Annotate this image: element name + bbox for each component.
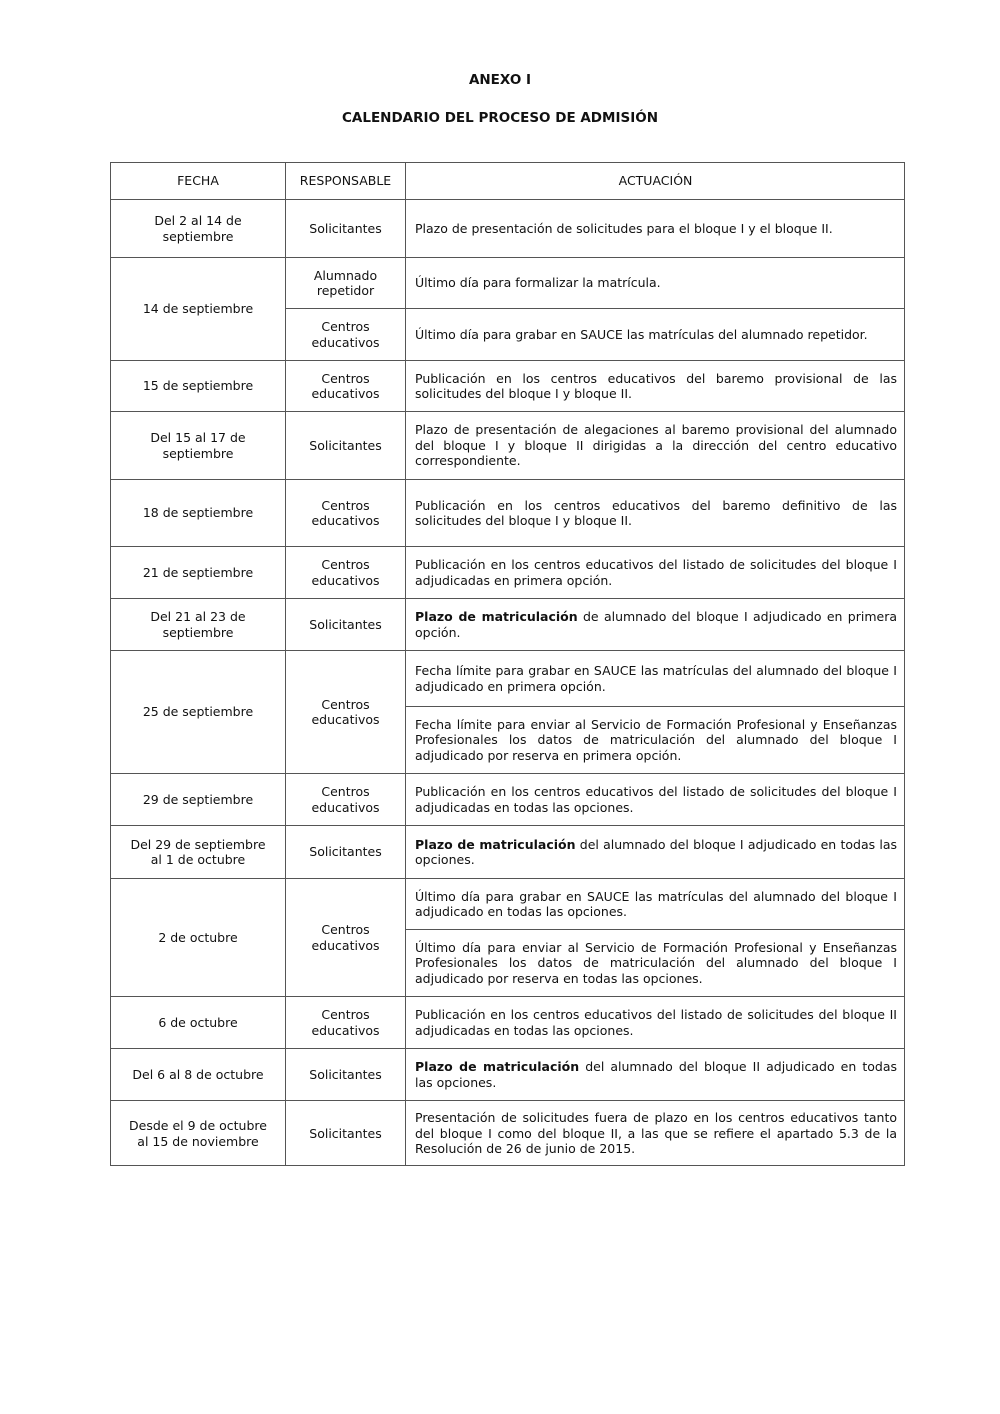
fecha-cell-text: Del 29 de septiembre al 1 de octubre <box>130 836 266 867</box>
responsable-cell <box>286 1101 406 1166</box>
actuacion-rest-text: del alumnado del bloque I adjudicado en todas las opciones. <box>415 836 897 867</box>
responsable-cell-text: Solicitantes <box>309 1066 382 1082</box>
actuacion-cell <box>406 200 905 258</box>
actuacion-text: Último día para formalizar la matrícula. <box>415 275 661 291</box>
actuacion-cell <box>406 258 905 309</box>
responsable-cell-text: Centros educativos <box>311 922 380 953</box>
responsable-cell <box>286 774 406 826</box>
fecha-cell-text: Del 15 al 17 de septiembre <box>150 430 246 461</box>
fecha-cell-text: 14 de septiembre <box>142 301 254 317</box>
actuacion-text: Publicación en los centros educativos del listado de solicitudes del bloque II adjudicadas en todas las opciones. <box>415 1007 897 1038</box>
actuacion-rest-text: de alumnado del bloque I adjudicado en primera opción. <box>415 609 897 640</box>
actuacion-rest-text: del alumnado del bloque II adjudicado en todas las opciones. <box>415 1059 898 1090</box>
actuacion-text: Último día para grabar en SAUCE las matrículas del alumnado repetidor. <box>415 326 868 342</box>
fecha-cell <box>111 1101 286 1166</box>
responsable-cell <box>286 826 406 879</box>
responsable-cell <box>286 258 406 309</box>
actuacion-cell <box>406 599 905 651</box>
fecha-cell-text: 25 de septiembre <box>142 704 254 720</box>
responsable-cell-text: Solicitantes <box>309 1125 382 1141</box>
fecha-cell <box>111 774 286 826</box>
fecha-cell <box>111 480 286 547</box>
actuacion-cell <box>406 547 905 599</box>
fecha-cell-text: 6 de octubre <box>158 1014 238 1030</box>
actuacion-cell <box>406 930 905 997</box>
fecha-cell <box>111 1049 286 1101</box>
actuacion-text: Publicación en los centros educativos del baremo definitivo de las solicitudes del bloque I y bloque II. <box>415 497 897 528</box>
actuacion-cell <box>406 651 905 707</box>
fecha-cell-text: 29 de septiembre <box>142 791 254 807</box>
responsable-cell <box>286 599 406 651</box>
fecha-cell-text: Del 21 al 23 de septiembre <box>150 609 246 640</box>
responsable-cell-text: Alumnado repetidor <box>313 267 378 298</box>
fecha-cell-text: 2 de octubre <box>158 929 238 945</box>
responsable-cell-text: Centros educativos <box>311 557 380 588</box>
fecha-cell-text: Del 2 al 14 de septiembre <box>154 213 242 244</box>
actuacion-cell <box>406 412 905 480</box>
actuacion-bold-text: Plazo de matriculación <box>415 836 576 852</box>
fecha-cell <box>111 258 286 361</box>
actuacion-text: Último día para grabar en SAUCE las matrículas del alumnado del bloque I adjudicado en todas las opciones. <box>415 888 897 919</box>
actuacion-text <box>415 609 897 640</box>
responsable-cell-text: Solicitantes <box>309 437 382 453</box>
actuacion-cell <box>406 707 905 774</box>
fecha-cell <box>111 200 286 258</box>
actuacion-text: Fecha límite para enviar al Servicio de Formación Profesional y Enseñanzas Profesionales los datos de matriculación del alumnado del bloque I adjudicado por reserva en primera opción. <box>415 716 897 763</box>
header-responsable-text: RESPONSABLE <box>299 173 392 189</box>
fecha-cell <box>111 412 286 480</box>
responsable-cell <box>286 412 406 480</box>
fecha-cell <box>111 361 286 412</box>
responsable-cell-text: Centros educativos <box>311 497 380 528</box>
actuacion-text <box>415 1059 897 1090</box>
fecha-cell <box>111 599 286 651</box>
actuacion-text: Publicación en los centros educativos del listado de solicitudes del bloque I adjudicadas en todas las opciones. <box>415 784 897 815</box>
actuacion-text: Fecha límite para grabar en SAUCE las matrículas del alumnado del bloque I adjudicado en primera opción. <box>415 663 897 694</box>
responsable-cell <box>286 361 406 412</box>
header-responsable <box>286 163 406 200</box>
header-actuacion-text: ACTUACIÓN <box>618 173 693 189</box>
actuacion-bold-text: Plazo de matriculación <box>415 609 578 624</box>
actuacion-text: Presentación de solicitudes fuera de plazo en los centros educativos tanto del bloque I como del bloque II, a las que se refiere el apartado 5.3 de la Resolución de 26 de junio de 2015. <box>415 1110 897 1157</box>
fecha-cell-text: Del 6 al 8 de octubre <box>132 1066 264 1082</box>
fecha-cell <box>111 997 286 1049</box>
actuacion-text: Plazo de presentación de alegaciones al baremo provisional del alumnado del bloque I y bloque II dirigidas a la dirección del centro educativo correspondiente. <box>415 422 897 469</box>
fecha-cell <box>111 651 286 774</box>
actuacion-text: Plazo de presentación de solicitudes para el bloque I y el bloque II. <box>415 220 833 236</box>
fecha-cell-text: 15 de septiembre <box>142 378 254 394</box>
actuacion-cell <box>406 826 905 879</box>
actuacion-text <box>415 837 897 868</box>
header-actuacion <box>406 163 905 200</box>
actuacion-cell <box>406 480 905 547</box>
fecha-cell <box>111 547 286 599</box>
actuacion-cell <box>406 997 905 1049</box>
actuacion-cell <box>406 1101 905 1166</box>
actuacion-cell <box>406 361 905 412</box>
header-fecha-text: FECHA <box>177 173 219 189</box>
actuacion-text: Publicación en los centros educativos del listado de solicitudes del bloque I adjudicadas en primera opción. <box>415 557 897 588</box>
header-fecha <box>111 163 286 200</box>
fecha-cell-text: 21 de septiembre <box>142 564 254 580</box>
responsable-cell <box>286 651 406 774</box>
responsable-cell-text: Centros educativos <box>311 370 380 401</box>
actuacion-cell <box>406 774 905 826</box>
page-title: CALENDARIO DEL PROCESO DE ADMISIÓN <box>341 110 658 126</box>
fecha-cell <box>111 879 286 997</box>
actuacion-cell <box>406 879 905 930</box>
actuacion-bold-text: Plazo de matriculación <box>415 1059 580 1074</box>
responsable-cell <box>286 309 406 361</box>
responsable-cell-text: Solicitantes <box>309 844 382 860</box>
responsable-cell-text: Solicitantes <box>309 616 382 632</box>
responsable-cell <box>286 480 406 547</box>
responsable-cell <box>286 1049 406 1101</box>
actuacion-text: Publicación en los centros educativos del baremo provisional de las solicitudes del bloque I y bloque II. <box>415 370 897 401</box>
fecha-cell <box>111 826 286 879</box>
responsable-cell-text: Centros educativos <box>311 784 380 815</box>
annex-title: ANEXO I <box>468 72 532 88</box>
responsable-cell <box>286 879 406 997</box>
responsable-cell-text: Centros educativos <box>311 696 380 727</box>
admission-calendar-table <box>110 162 905 1166</box>
fecha-cell-text: 18 de septiembre <box>142 505 254 521</box>
actuacion-cell <box>406 1049 905 1101</box>
responsable-cell-text: Centros educativos <box>311 319 380 350</box>
responsable-cell <box>286 200 406 258</box>
responsable-cell-text: Solicitantes <box>309 220 382 236</box>
responsable-cell <box>286 547 406 599</box>
actuacion-cell <box>406 309 905 361</box>
responsable-cell-text: Centros educativos <box>311 1007 380 1038</box>
responsable-cell <box>286 997 406 1049</box>
actuacion-text: Último día para enviar al Servicio de Formación Profesional y Enseñanzas Profesionales los datos de matriculación del alumnado del bloque I adjudicado por reserva en todas las opciones. <box>415 939 897 986</box>
fecha-cell-text: Desde el 9 de octubre al 15 de noviembre <box>129 1118 267 1149</box>
